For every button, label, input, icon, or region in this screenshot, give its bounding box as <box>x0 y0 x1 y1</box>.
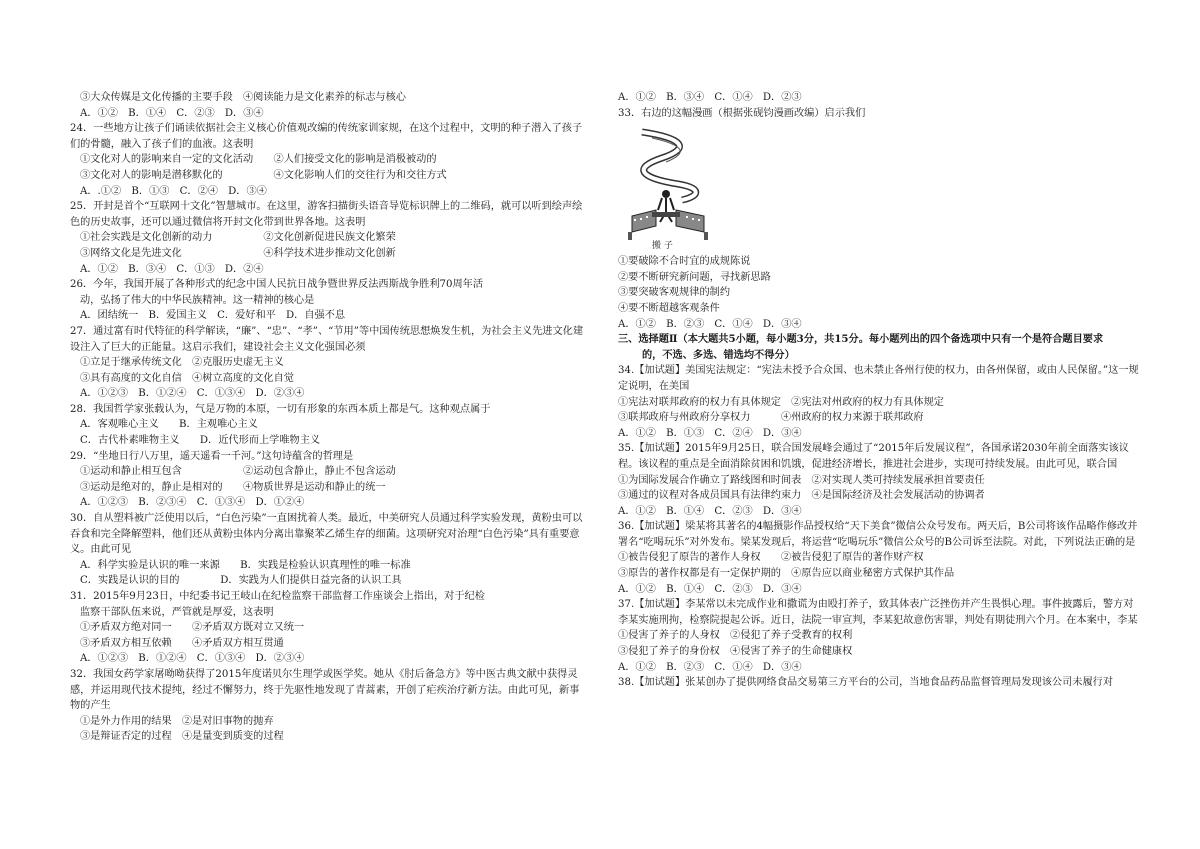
text-line: ①文化对人的影响来自一定的文化活动 ②人们接受文化的影响是消极被动的 <box>80 154 437 166</box>
text-line: 的，不选、多选、错选均不得分） <box>642 348 795 361</box>
text-line: 35.【加试题】2015年9月25日，联合国发展峰会通过了“2015年后发展议程”，各国承诺2030年前全面落实该议程。该议程的重点是全面消除贫困和饥饿，促进经济增长，推进社会进步，实现可持续发展。由此可见，联合国 <box>618 443 1129 470</box>
text-line: 37.【加试题】李某常以未完成作业和撒谎为由殴打养子，致其体表广泛挫伤并产生畏惧心理。事件披露后，警方对李某实施刑拘，检察院提起公诉。近日，法院一审宣判，李某犯故意伤害罪，判处有期徒刑六个月。在本案中，李某 <box>618 599 1138 626</box>
text-line: 32．我国女药学家屠呦呦获得了2015年度诺贝尔生理学或医学奖。她从《肘后备急方》等中医古典文献中获得灵感，并运用现代技术提纯，经过不懈努力，终于先驱性地发现了青蒿素，开创了疟疾治疗新方法。由此可见，新事物的产生 <box>70 668 580 712</box>
text-line: 29．“坐地日行八万里，遥天遥看一千河。”这句诗蕴含的哲理是 <box>70 450 354 462</box>
text-line: ③要突破客观规律的制约 <box>618 287 731 299</box>
text-line: ③大众传媒是文化传播的主要手段 ④阅读能力是文化素养的标志与核心 <box>80 92 406 103</box>
text-line: ③文化对人的影响是潜移默化的 ④文化影响人们的交往行为和交往方式 <box>80 169 447 181</box>
text-line: ①矛盾双方绝对同一 ②矛盾双方既对立又统一 <box>80 622 305 634</box>
text-line: A．①②③ B．①②④ C．①③④ D．②③④ <box>80 653 305 665</box>
text-line: C．实践是认识的目的 D．实践为人们提供日益完备的认识工具 <box>80 575 402 587</box>
text-line: 26．今年，我国开展了各种形式的纪念中国人民抗日战争暨世界反法西斯战争胜利70周年活 <box>70 279 484 291</box>
text-line: 动，弘扬了伟大的中华民族精神。这一精神的核心是 <box>80 294 315 306</box>
cartoon-illustration <box>622 124 714 252</box>
text-line: C．古代朴素唯物主义 D．近代形而上学唯物主义 <box>80 435 321 447</box>
text-line: 33．右边的这幅漫画（根据张砚钧漫画改编）启示我们 <box>618 107 866 119</box>
text-line: 28．我国哲学家张载认为，气是万物的本原，一切有形象的东西本质上都是气。这种观点属于 <box>70 403 491 415</box>
text-line: A．①②③ B．②③④ C．①③④ D．①②④ <box>80 497 305 509</box>
text-line: ①侵害了养子的人身权 ②侵犯了养子受教育的权利 <box>618 630 853 642</box>
left-column <box>70 90 586 745</box>
right-column <box>618 90 1140 691</box>
text-line: A．①② B．②③ C．①④ D．③④ <box>618 661 802 673</box>
text-line: A．①② B．①④ C．②③ D．③④ <box>80 107 264 119</box>
text-line: 三、选择题Ⅱ（本大题共5小题，每小题3分，共15分。每小题列出的四个备选项中只有一个是符合题目要求 <box>618 333 1104 346</box>
text-line: ①要破除不合时宜的成规陈说 <box>618 256 751 268</box>
text-line: A．①② B．①④ C．②③ D．③④ <box>618 583 802 595</box>
cartoon-drawing <box>622 124 714 252</box>
text-line: A．团结统一 B．爱国主义 C．爱好和平 D．自强不息 <box>80 310 346 322</box>
text-line: A．①② B．③④ C．①④ D．②③ <box>618 92 802 103</box>
text-line: ③网络文化是先进文化 ④科学技术进步推动文化创新 <box>80 247 396 259</box>
text-line: ③是辩证否定的过程 ④是量变到质变的过程 <box>80 731 284 743</box>
text-line: A．客观唯心主义 B．主观唯心主义 <box>80 419 258 431</box>
text-line: ③侵犯了养子的身份权 ④侵害了养子的生命健康权 <box>618 646 853 658</box>
text-line: 36.【加试题】梁某将其著名的4幅摄影作品授权给“天下美食”微信公众号发布。两天后，B公司将该作品略作修改并署名“吃喝玩乐”对外发布。梁某发现后，将运营“吃喝玩乐”微信公众号的B公司诉至法院。对此，下列说法正确的是 <box>618 521 1138 548</box>
text-line: 24．一些地方让孩子们诵读依据社会主义核心价值观改编的传统家训家规，在这个过程中，文明的种子潜入了孩子们的骨髓，融入了孩子们的血液。这表明 <box>70 123 583 150</box>
text-line: 27．通过富有时代特征的科学解读，“廉”、“忠”、“孝”、“节用”等中国传统思想焕发生机，为社会主义先进文化建设注入了巨大的正能量。这启示我们，建设社会主义文化强国必须 <box>70 325 584 353</box>
text-line: ①被告侵犯了原告的著作人身权 ②被告侵犯了原告的著作财产权 <box>618 552 924 564</box>
text-line: A．①②③ B．①②④ C．①③④ D．②③④ <box>80 388 305 400</box>
text-line: ②要不断研究新问题，寻找新思路 <box>618 271 771 283</box>
text-line: ①宪法对联邦政府的权力有具体规定 ②宪法对州政府的权力有具体规定 <box>618 396 944 408</box>
text-line: ③运动是绝对的，静止是相对的 ④物质世界是运动和静止的统一 <box>80 481 386 493</box>
text-line: A．①② B．③④ C．①③ D．②④ <box>80 263 264 275</box>
text-line: ③具有高度的文化自信 ④树立高度的文化自觉 <box>80 372 294 384</box>
cartoon-caption: 搬 子 <box>652 241 673 252</box>
text-line: A．科学实验是认识的唯一来源 B．实践是检验认识真理性的唯一标准 <box>80 559 411 571</box>
text-line: ③联邦政府与州政府分享权力 ④州政府的权力来源于联邦政府 <box>618 412 924 424</box>
text-line: ③通过的议程对各成员国具有法律约束力 ④是国际经济及社会发展活动的协调者 <box>618 490 985 502</box>
text-line: ①是外力作用的结果 ②是对旧事物的抛弃 <box>80 715 274 727</box>
text-line: 31．2015年9月23日，中纪委书记王岐山在纪检监察干部监督工作座谈会上指出，对于纪检 <box>70 591 485 602</box>
text-line: ③矛盾双方相互依赖 ④矛盾双方相互贯通 <box>80 637 284 649</box>
text-line: ③原告的著作权都是有一定保护期的 ④原告应以商业秘密方式保护其作品 <box>618 568 955 580</box>
text-line: 30．自从塑料被广泛使用以后，“白色污染”一直困扰着人类。最近，中美研究人员通过科学实验发现，黄粉虫可以吞食和完全降解塑料，他们还从黄粉虫体内分离出靠聚苯乙烯生存的细菌。这项研究对治理“白色污染”具有重要意义。由此可见 <box>70 513 583 556</box>
text-line: 监察干部队伍来说，严管就是厚爱，这表明 <box>80 606 274 618</box>
text-line: A．①② B．①④ C．②③ D．③④ <box>618 505 802 517</box>
text-line: ①运动和静止相互包含 ②运动包含静止，静止不包含运动 <box>80 466 396 478</box>
text-line: A．①② B．②③ C．①④ D．③④ <box>618 318 802 330</box>
text-line: ④要不断超越客观条件 <box>618 302 720 314</box>
text-line: ①社会实践是文化创新的动力 ②文化创新促进民族文化繁荣 <box>80 232 396 244</box>
text-line: 38.【加试题】张某创办了提供网络食品交易第三方平台的公司，当地食品药品监督管理局发现该公司未履行对 <box>618 677 1114 689</box>
text-line: A．①② B．①③ C．②④ D．③④ <box>618 427 802 439</box>
text-line: ①为国际发展合作确立了路线图和时间表 ②对实现人类可持续发展承担首要责任 <box>618 474 985 486</box>
text-line: A．.①② B．①③ C．②④ D．③④ <box>80 185 267 197</box>
text-line: 25．开封是首个“互联网十文化”智慧城市。在这里，游客扫描街头语音导览标识牌上的二维码，就可以听到绘声绘色的历史故事，还可以通过微信将开封文化带到世界各地。这表明 <box>70 201 583 228</box>
text-line: ①立足于继承传统文化 ②克服历史虚无主义 <box>80 357 284 369</box>
text-line: 34.【加试题】美国宪法规定：“宪法未授予合众国、也未禁止各州行使的权力，由各州保留，或由人民保留。”这一规定说明，在美国 <box>618 365 1139 392</box>
